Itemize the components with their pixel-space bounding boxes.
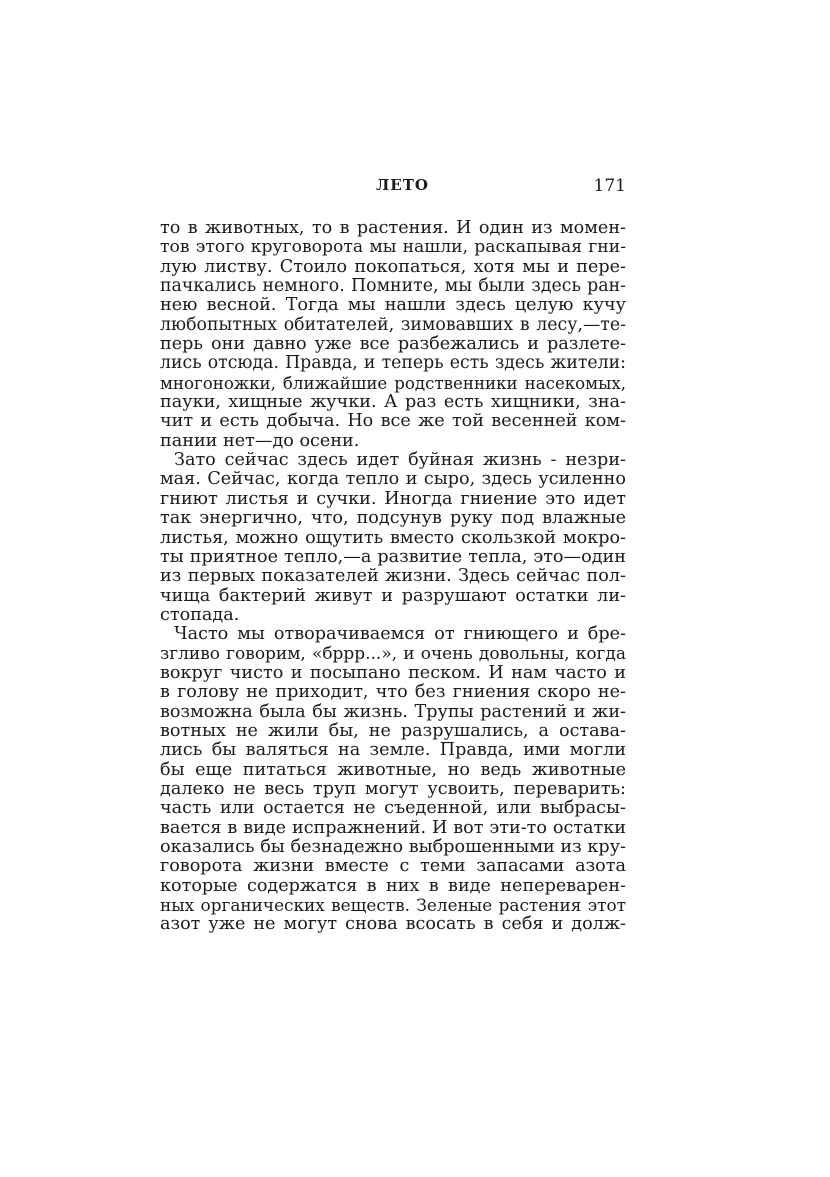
text-line: в голову не приходит, что без гниения скоро не- [160, 683, 626, 703]
text-line: чит и есть добыча. Но все же той весенней ком- [160, 412, 626, 432]
text-line: мая. Сейчас, когда тепло и сыро, здесь усиленно [160, 470, 626, 490]
text-line: Зато сейчас здесь идет буйная жизнь - незри- [174, 451, 626, 471]
text-line: которые содержатся в них в виде непереварен- [160, 876, 626, 896]
text-line: лись отсюда. Правда, и теперь есть здесь жители: [160, 354, 626, 374]
text-line: вокруг чисто и посыпано песком. И нам часто и [160, 663, 626, 683]
text-line: азот уже не могут снова всосать в себя и долж- [160, 915, 626, 935]
text-line: нею весной. Тогда мы нашли здесь целую кучу [160, 296, 626, 316]
text-line: стопада. [160, 605, 240, 625]
text-line: лую листву. Стоило покопаться, хотя мы и пере- [160, 257, 626, 277]
text-line: часть или остается не съеденной, или выбрасы- [160, 799, 626, 819]
text-line: то в животных, то в растения. И один из момен- [160, 219, 626, 238]
text-line: из первых показателей жизни. Здесь сейчас пол- [160, 567, 626, 587]
text-line: далеко не весь труп могут усвоить, переварить: [160, 779, 626, 799]
text-line: ных органических веществ. Зеленые растения этот [160, 896, 626, 916]
text-line: пачкались немного. Помните, мы были здесь ран- [160, 277, 626, 297]
text-line: чища бактерий живут и разрушают остатки ли- [160, 586, 626, 606]
text-line: пауки, хищные жучки. А раз есть хищники, зна- [160, 393, 626, 413]
text-line: пании нет—до осени. [160, 431, 360, 451]
page-number: 171 [593, 176, 626, 196]
page-header [160, 176, 626, 198]
text-line: згливо говорим, «бррр...», и очень довольны, когда [160, 644, 626, 664]
text-line: листья, можно ощутить вместо скользкой мокро- [160, 528, 626, 548]
text-line: многоножки, ближайшие родственники насекомых, [160, 373, 626, 393]
text-line: бы еще питаться животные, но ведь животные [160, 760, 626, 780]
running-title: ЛЕТО [376, 176, 429, 194]
body-text [160, 219, 626, 935]
text-line: перь они давно уже все разбежались и разлете- [160, 335, 626, 355]
text-line: так энергично, что, подсунув руку под влажные [160, 509, 626, 529]
text-line: любопытных обитателей, зимовавших в лесу,—те- [160, 315, 626, 335]
text-line: возможна была бы жизнь. Трупы растений и жи- [160, 702, 626, 722]
text-line: вается в виде испражнений. И вот эти-то остатки [160, 818, 626, 838]
text-line: оказались бы безнадежно выброшенными из кру- [160, 838, 626, 857]
text-line: лись бы валяться на земле. Правда, ими могли [160, 741, 626, 761]
text-line: говорота жизни вместе с теми запасами азота [160, 857, 626, 877]
text-line: вотных не жили бы, не разрушались, а остава- [160, 721, 626, 741]
text-line: ты приятное тепло,—а развитие тепла, это—один [160, 547, 626, 567]
text-line: гниют листья и сучки. Иногда гниение это идет [160, 489, 626, 509]
text-line: тов этого круговорота мы нашли, раскапывая гни- [160, 238, 626, 258]
text-line: Часто мы отворачиваемся от гниющего и бре- [174, 625, 626, 645]
